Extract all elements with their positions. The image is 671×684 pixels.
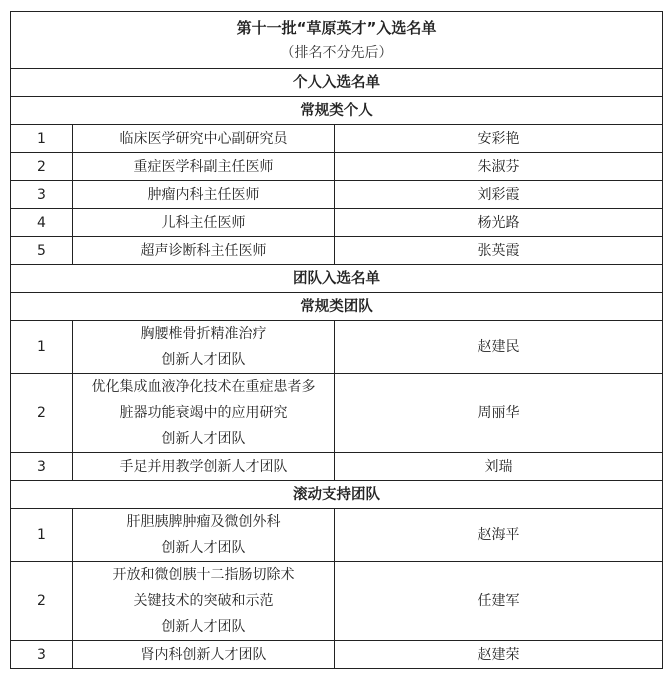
- table-row: [11, 453, 663, 481]
- row-item-line: 创新人才团队: [161, 431, 246, 447]
- row-number: 1: [11, 321, 73, 374]
- individual-header: 个人入选名单: [11, 69, 663, 97]
- table-row: [11, 125, 663, 153]
- subsection-row: [11, 97, 663, 125]
- row-item-line: 脏器功能衰竭中的应用研究: [119, 405, 288, 421]
- row-number: 2: [11, 562, 73, 641]
- page-title: 第十一批“草原英才”入选名单: [236, 19, 437, 37]
- row-item: [73, 641, 335, 669]
- row-item: 超声诊断科主任医师: [73, 237, 335, 265]
- roster-table: [10, 11, 663, 669]
- row-name: 任建军: [335, 562, 663, 641]
- row-item: 临床医学研究中心副研究员: [73, 125, 335, 153]
- row-item: [73, 321, 335, 374]
- table-row: [11, 374, 663, 453]
- row-number: 4: [11, 209, 73, 237]
- row-item-line: 手足并用教学创新人才团队: [119, 458, 288, 475]
- table-row: [11, 562, 663, 641]
- row-item-line: 胸腰椎骨折精准治疗: [140, 326, 267, 342]
- row-item-line: 肾内科创新人才团队: [140, 646, 267, 663]
- row-name: 赵海平: [335, 509, 663, 562]
- row-item-line: 肝胆胰脾肿瘤及微创外科: [126, 514, 281, 530]
- individual-subheader: 常规类个人: [11, 97, 663, 125]
- row-number: 5: [11, 237, 73, 265]
- row-name: 安彩艳: [335, 125, 663, 153]
- row-name: 刘瑞: [335, 453, 663, 481]
- row-number: 3: [11, 641, 73, 669]
- row-number: 2: [11, 374, 73, 453]
- row-item: 重症医学科副主任医师: [73, 153, 335, 181]
- row-name: 张英霞: [335, 237, 663, 265]
- row-name: 杨光路: [335, 209, 663, 237]
- row-number: 3: [11, 453, 73, 481]
- page-subtitle: （排名不分先后）: [280, 45, 393, 61]
- row-item: [73, 374, 335, 453]
- table-row: [11, 641, 663, 669]
- row-number: 1: [11, 509, 73, 562]
- title-row: [11, 12, 663, 69]
- row-item: [73, 562, 335, 641]
- table-row: [11, 321, 663, 374]
- table-row: [11, 153, 663, 181]
- table-row: [11, 509, 663, 562]
- row-item-line: 关键技术的突破和示范: [133, 593, 274, 609]
- row-item-line: 优化集成血液净化技术在重症患者多: [91, 379, 316, 395]
- row-name: 赵建民: [335, 321, 663, 374]
- section-row: [11, 69, 663, 97]
- team-header: 团队入选名单: [11, 265, 663, 293]
- row-item: [73, 453, 335, 481]
- section-row: [11, 265, 663, 293]
- row-name: 赵建荣: [335, 641, 663, 669]
- subsection-row: [11, 293, 663, 321]
- rolling-subheader: 滚动支持团队: [11, 481, 663, 509]
- table-row: [11, 181, 663, 209]
- row-name: 朱淑芬: [335, 153, 663, 181]
- row-number: 1: [11, 125, 73, 153]
- row-item: 儿科主任医师: [73, 209, 335, 237]
- team-subheader: 常规类团队: [11, 293, 663, 321]
- row-name: 周丽华: [335, 374, 663, 453]
- row-number: 3: [11, 181, 73, 209]
- subsection-row: [11, 481, 663, 509]
- row-item-line: 创新人才团队: [161, 619, 246, 635]
- row-item-line: 开放和微创胰十二指肠切除术: [112, 567, 295, 583]
- table-row: [11, 209, 663, 237]
- row-item-line: 创新人才团队: [161, 540, 246, 556]
- row-item: 肿瘤内科主任医师: [73, 181, 335, 209]
- table-row: [11, 237, 663, 265]
- row-name: 刘彩霞: [335, 181, 663, 209]
- row-item-line: 创新人才团队: [161, 352, 246, 368]
- row-item: [73, 509, 335, 562]
- row-number: 2: [11, 153, 73, 181]
